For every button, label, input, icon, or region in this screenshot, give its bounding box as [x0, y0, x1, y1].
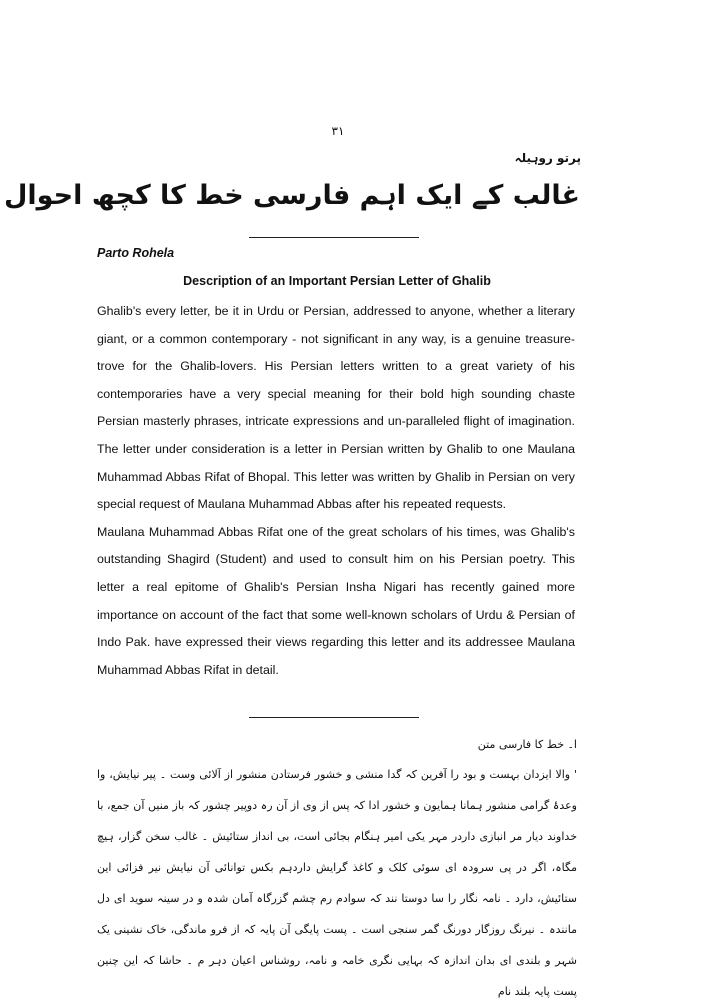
- english-author-name: Parto Rohela: [97, 246, 175, 260]
- urdu-title-line: [4, 180, 580, 224]
- urdu-author-name: پرتو روہیلہ: [514, 151, 581, 165]
- english-abstract: [97, 298, 575, 684]
- urdu-section-heading: ا۔ خط کا فارسی متن: [477, 738, 577, 751]
- urdu-section: [97, 738, 577, 1007]
- english-title: Description of an Important Persian Letter of Ghalib: [183, 274, 491, 288]
- divider-rule: [249, 717, 419, 718]
- abstract-paragraph: Ghalib's every letter, be it in Urdu or Persian, addressed to anyone, whether a literary giant, or a common contemporary - not significant in any way, is a genuine treasure-trove for the Ghalib-lovers. His Persian letters written to a great variety of his contemporaries have a very special meaning for their bold high sounding chaste Persian masterly phrases, intricate expressions and un-paralleled flight of imagination. The letter under consideration is a letter in Persian written by Ghalib to one Maulana Muhammad Abbas Rifat of Bhopal. This letter was written by Ghalib in Persian on very special request of Maulana Muhammad Abbas after his repeated requests.: [97, 304, 575, 512]
- urdu-title: غالب کے ایک اہم فارسی خط کا کچھ احوال: [4, 180, 580, 211]
- divider-rule: [249, 237, 419, 238]
- urdu-body-text: ' والا ایزدان بہست و بود را آفرین کہ گدا منشی و خشور فرستادن منشور از آلائی وست ۔ پیر نیایش، وا وعدۂ گرامی منشور ہمانا ہمایون و خشور ادا کہ پس از وی از آن رہ دوپیر چشور کہ باز منیں آن جمع، با خداوند دیار مر انبازی داردر مہر یکی امیر ہنگام بجائی است، بی انداز ستائیش ۔ غالب سخن گزار، ہیچ مگاہ، اگر در پی سرودہ ای سوئی کلک و کاغذ گرایش داردہم بکس توانائی آن نیایش نیر فزائی این ستائیش، دارد ۔ نامہ نگار را سا دوستا نند کہ سوادم رم چشم گزرگاہ آمان شدہ و در سینہ سوید ای دل مانندہ ۔ نیرنگ روزگار دورنگ گمر سنجی است ۔ پست پایگی آن پایہ کہ از فرو ماندگی، خاک نشینی یک شہر و بلندی ای بدان اندازہ کہ بہایی نگری خامہ و نامہ، روشناس اعیان دہر م ۔ حاشا کہ این چنین پست پایہ بلند نام: [97, 768, 577, 998]
- abstract-paragraph: Maulana Muhammad Abbas Rifat one of the great scholars of his times, was Ghalib's outstanding Shagird (Student) and used to consult him on his Persian poetry. This letter a real epitome of Ghalib's Persian Insha Nigari has recently gained more importance on account of the fact that some well-known scholars of Urdu & Persian of Indo Pak. have expressed their views regarding this letter and its addressee Maulana Muhammad Abbas Rifat in detail.: [97, 524, 575, 677]
- page-number: ۳۱: [331, 124, 345, 138]
